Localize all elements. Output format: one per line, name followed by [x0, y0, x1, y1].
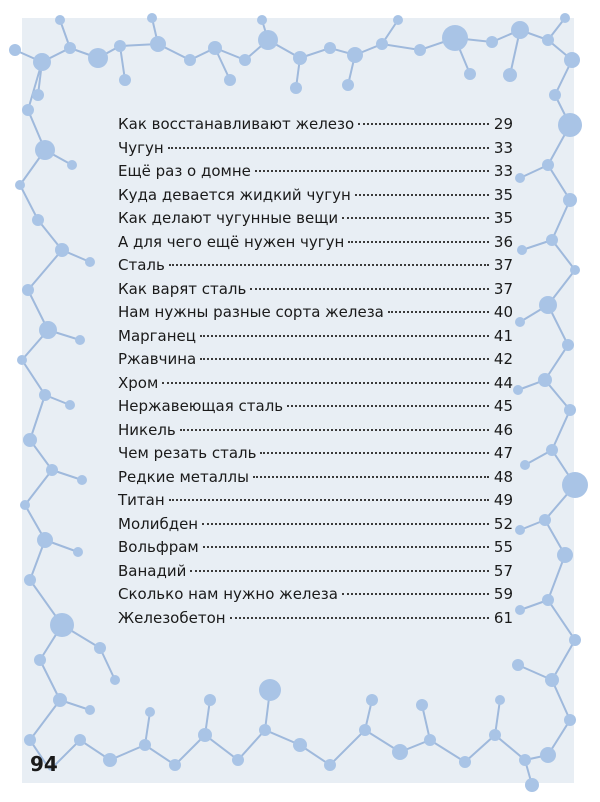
toc-dot-leader: [342, 216, 489, 219]
toc-entry-page: 33: [493, 138, 513, 157]
toc-entry: [118, 489, 513, 513]
toc-entry-title: Хром: [118, 373, 159, 392]
toc-entry-page: 35: [493, 185, 513, 204]
toc-entry: [118, 231, 513, 255]
toc-entry-page: 40: [493, 303, 513, 321]
toc-entry-page: 55: [493, 538, 513, 556]
toc-entry: [118, 442, 513, 466]
toc-entry-page: 44: [493, 373, 513, 392]
toc-entry-title: Сталь: [118, 256, 165, 274]
toc-entry: [118, 583, 513, 607]
toc-dot-leader: [190, 569, 489, 572]
toc-entry: [118, 560, 513, 584]
toc-dot-leader: [342, 592, 489, 595]
toc-dot-leader: [388, 310, 489, 313]
toc-entry-page: 46: [493, 420, 513, 439]
toc-entry-page: 48: [493, 467, 513, 486]
toc-entry: [118, 372, 513, 396]
toc-entry: [118, 513, 513, 537]
toc-entry: [118, 325, 513, 349]
toc-dot-leader: [203, 545, 489, 548]
toc-entry-title: Железобетон: [118, 608, 226, 627]
toc-entry: [118, 160, 513, 184]
toc-entry-page: 59: [493, 585, 513, 603]
toc-entry-title: Ржавчина: [118, 350, 197, 368]
toc-dot-leader: [253, 475, 489, 478]
toc-entry-title: Ещё раз о домне: [118, 162, 251, 180]
toc-entry-page: 61: [493, 608, 513, 627]
toc-entry-page: 49: [493, 491, 513, 509]
toc-entry-title: Марганец: [118, 326, 196, 345]
toc-entry-title: Редкие металлы: [118, 467, 249, 486]
toc-entry-title: Титан: [118, 491, 165, 509]
toc-entry: [118, 466, 513, 490]
toc-entry-page: 57: [493, 561, 513, 580]
toc-dot-leader: [355, 193, 489, 196]
toc-entry-title: Как делают чугунные вещи: [118, 209, 339, 227]
toc-entry-page: 47: [493, 444, 513, 462]
toc-entry-title: Нам нужны разные сорта железа: [118, 303, 384, 321]
toc-dot-leader: [348, 240, 489, 243]
toc-entry-page: 37: [493, 256, 513, 274]
toc-entry: [118, 419, 513, 443]
toc-dot-leader: [168, 146, 489, 149]
toc-entry-page: 33: [493, 162, 513, 180]
toc-entry: [118, 113, 513, 137]
toc-dot-leader: [180, 428, 489, 431]
table-of-contents: [118, 113, 513, 630]
toc-dot-leader: [255, 169, 489, 172]
toc-entry: [118, 395, 513, 419]
toc-entry: [118, 348, 513, 372]
toc-entry-title: Сколько нам нужно железа: [118, 585, 338, 603]
toc-entry-title: Ванадий: [118, 561, 187, 580]
toc-entry-title: А для чего ещё нужен чугун: [118, 232, 345, 251]
toc-entry-title: Как варят сталь: [118, 279, 247, 298]
toc-dot-leader: [358, 122, 489, 125]
toc-dot-leader: [200, 357, 489, 360]
toc-entry-title: Чем резать сталь: [118, 444, 257, 462]
toc-entry-title: Как восстанавливают железо: [118, 115, 355, 133]
toc-dot-leader: [200, 334, 489, 337]
toc-entry: [118, 301, 513, 325]
toc-entry-title: Нержавеющая сталь: [118, 397, 284, 415]
toc-entry-title: Никель: [118, 420, 176, 439]
toc-dot-leader: [202, 522, 489, 525]
toc-dot-leader: [162, 381, 489, 384]
toc-entry: [118, 536, 513, 560]
toc-entry-page: 52: [493, 514, 513, 533]
toc-dot-leader: [169, 263, 489, 266]
toc-entry-title: Вольфрам: [118, 538, 199, 556]
toc-entry: [118, 607, 513, 631]
toc-dot-leader: [260, 451, 489, 454]
toc-dot-leader: [230, 616, 489, 619]
toc-dot-leader: [169, 498, 489, 501]
toc-dot-leader: [250, 287, 489, 290]
toc-entry-page: 29: [493, 115, 513, 133]
toc-entry-title: Куда девается жидкий чугун: [118, 185, 351, 204]
toc-entry: [118, 137, 513, 161]
toc-entry-title: Молибден: [118, 514, 199, 533]
toc-entry: [118, 254, 513, 278]
page-number: 94: [30, 752, 58, 776]
toc-entry-title: Чугун: [118, 138, 164, 157]
toc-entry: [118, 278, 513, 302]
toc-entry-page: 42: [493, 350, 513, 368]
toc-entry-page: 36: [493, 232, 513, 251]
toc-entry-page: 41: [493, 326, 513, 345]
toc-entry-page: 37: [493, 279, 513, 298]
toc-entry-page: 35: [493, 209, 513, 227]
toc-dot-leader: [287, 404, 489, 407]
toc-entry-page: 45: [493, 397, 513, 415]
toc-entry: [118, 207, 513, 231]
toc-entry: [118, 184, 513, 208]
